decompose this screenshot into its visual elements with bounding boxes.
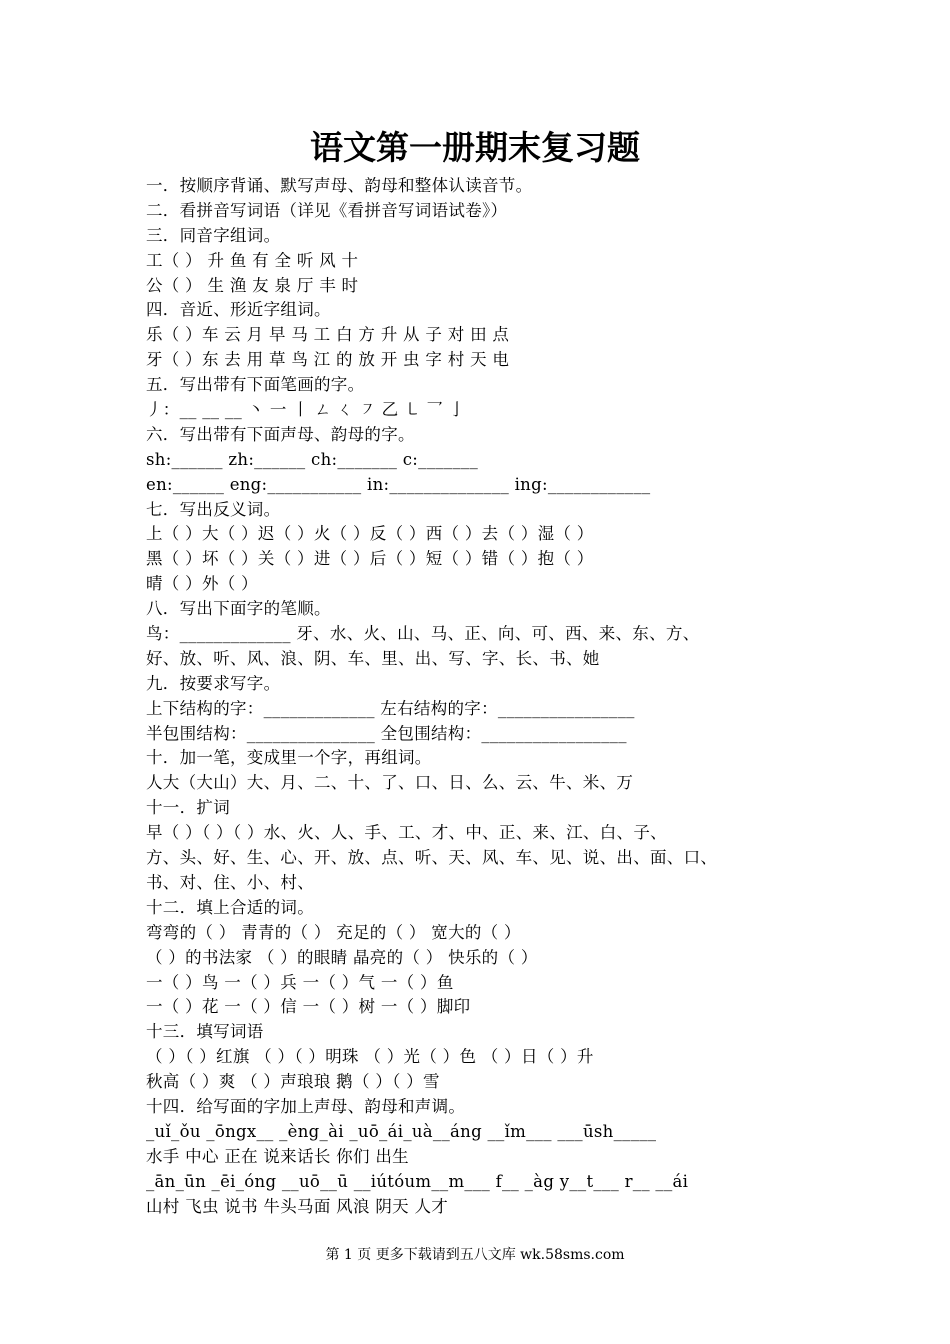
text-line: 七．写出反义词。 [146, 499, 281, 519]
text-line: 二．看拼音写词语（详见《看拼音写词语试卷》） [146, 200, 508, 220]
text-line: 上下结构的字：_____________ 左右结构的字：________________ [146, 698, 635, 718]
text-line: sh:______ zh:______ ch:_______ c:_______ [146, 449, 478, 469]
text-line: 九．按要求写字。 [146, 673, 281, 693]
text-line: 一（ ）花 一（ ）信 一（ ）树 一（ ）脚印 [146, 997, 471, 1017]
exercise-body [146, 174, 826, 1219]
text-line: 工（ ） 升 鱼 有 全 听 风 十 [146, 250, 359, 270]
text-line: 书、对、住、小、村、 [146, 872, 314, 892]
text-line: _ān_ūn _ēi_óng __uō__ū __iútóum__m___ f__ _àg y__t___ r__ __ái [146, 1171, 689, 1191]
text-line: 好、放、听、风、浪、阴、车、里、出、写、字、长、书、她 [146, 648, 600, 668]
text-line: 一．按顺序背诵、默写声母、韵母和整体认读音节。 [146, 176, 533, 195]
text-line: 上（ ）大（ ）迟（ ）火（ ）反（ ）西（ ）去（ ）湿（ ） [146, 524, 594, 544]
text-line: 弯弯的（ ） 青青的（ ） 充足的（ ） 宽大的（ ） [146, 922, 521, 942]
text-line: 三．同音字组词。 [146, 225, 281, 245]
text-line: 丿：__ __ __ 丶 一 丨 ㄥ ㄑ ㇇ 乙 ㇄ 乛 亅 [146, 400, 466, 420]
text-line: （ ）的书法家 （ ）的眼睛 晶亮的（ ） 快乐的（ ） [146, 947, 538, 967]
text-line: 方、头、好、生、心、开、放、点、听、天、风、车、见、说、出、面、口、 [146, 848, 718, 868]
text-line: _uǐ_ǒu _ōngx__ _èng_ài _uō_ái_uà__áng __ǐm___ ___ūsh_____ [146, 1121, 657, 1141]
text-line: （ ）（ ）红旗 （ ）（ ）明珠 （ ）光（ ）色 （ ）日（ ）升 [146, 1047, 594, 1067]
text-line: en:______ eng:___________ in:______________ ing:____________ [146, 474, 651, 494]
text-line: 水手 中心 正在 说来话长 你们 出生 [146, 1146, 409, 1166]
text-line: 半包围结构：_______________ 全包围结构：_________________ [146, 723, 627, 743]
text-line: 十．加一笔，变成里一个字，再组词。 [146, 748, 432, 768]
text-line: 牙（ ）东 去 用 草 鸟 江 的 放 开 虫 字 村 天 电 [146, 350, 510, 370]
text-line: 十二．填上合适的词。 [146, 897, 314, 917]
page-footer: 第 1 页 更多下载请到五八文库 wk.58sms.com [325, 1247, 625, 1263]
text-line: 十三．填写词语 [146, 1022, 264, 1042]
text-line: 十四．给写面的字加上声母、韵母和声调。 [146, 1096, 466, 1116]
page-title: 语文第一册期末复习题 [310, 128, 640, 167]
text-line: 鸟：_____________ 牙、水、火、山、马、正、向、可、西、来、东、方、 [146, 624, 700, 644]
text-line: 五．写出带有下面笔画的字。 [146, 375, 365, 395]
text-line: 早（ ）（ ）（ ）水、火、人、手、工、才、中、正、来、江、白、子、 [146, 823, 667, 843]
text-line: 黑（ ）坏（ ）关（ ）进（ ）后（ ）短（ ）错（ ）抱（ ） [146, 549, 594, 569]
text-line: 一（ ）鸟 一（ ）兵 一（ ）气 一（ ）鱼 [146, 972, 454, 992]
text-line: 乐（ ）车 云 月 早 马 工 白 方 升 从 子 对 田 点 [146, 325, 510, 345]
text-line: 晴（ ）外（ ） [146, 574, 258, 594]
text-line: 八．写出下面字的笔顺。 [146, 599, 331, 619]
text-line: 公（ ） 生 渔 友 泉 厅 丰 时 [146, 275, 359, 295]
text-line: 十一．扩词 [146, 798, 230, 818]
text-line: 秋高（ ）爽 （ ）声琅琅 鹅（ ）（ ）雪 [146, 1072, 440, 1092]
text-line: 六．写出带有下面声母、韵母的字。 [146, 424, 415, 444]
text-line: 四．音近、形近字组词。 [146, 300, 331, 320]
text-line: 人大（大山）大、月、二、十、了、口、日、么、云、牛、米、万 [146, 773, 634, 793]
text-line: 山村 飞虫 说书 牛头马面 风浪 阴天 人才 [146, 1196, 449, 1216]
